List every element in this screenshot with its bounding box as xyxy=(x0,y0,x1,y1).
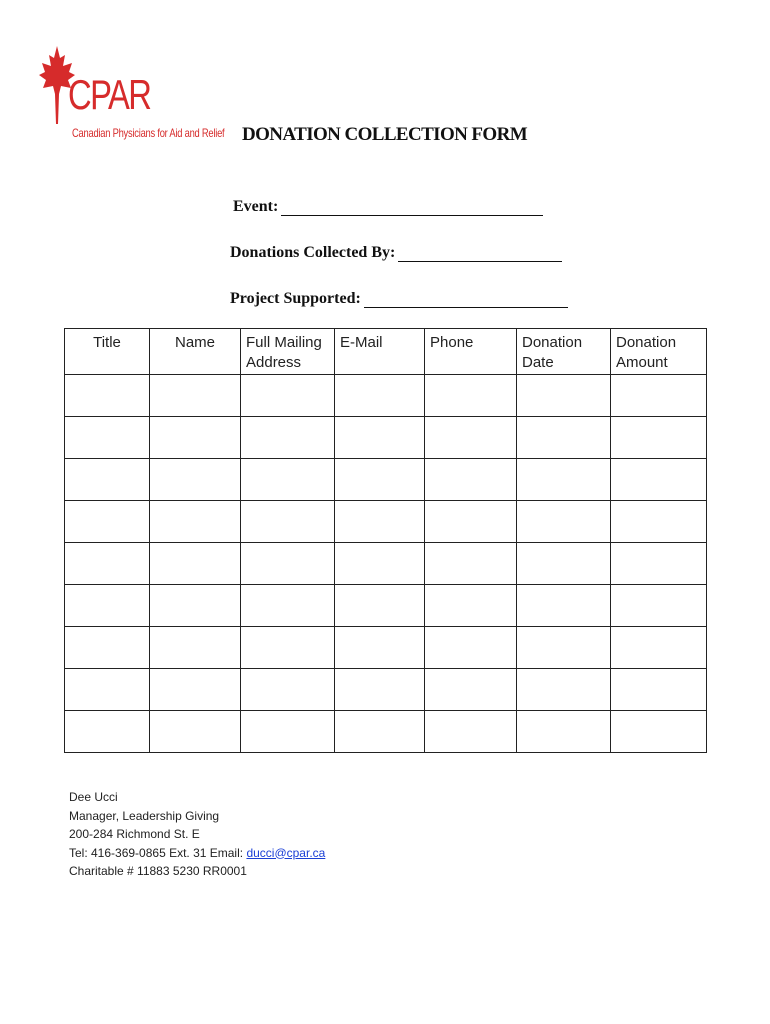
table-cell[interactable] xyxy=(150,459,241,501)
table-cell[interactable] xyxy=(425,669,517,711)
project-supported-label: Project Supported: xyxy=(230,290,361,307)
table-cell[interactable] xyxy=(425,543,517,585)
table-row xyxy=(65,417,707,459)
table-cell[interactable] xyxy=(150,711,241,753)
table-header-row xyxy=(65,329,707,375)
table-cell[interactable] xyxy=(611,627,707,669)
table-cell[interactable] xyxy=(65,417,150,459)
table-cell[interactable] xyxy=(611,375,707,417)
table-cell[interactable] xyxy=(335,375,425,417)
table-row xyxy=(65,459,707,501)
table-cell[interactable] xyxy=(241,417,335,459)
table-cell[interactable] xyxy=(335,627,425,669)
table-body xyxy=(65,375,707,753)
table-cell[interactable] xyxy=(425,711,517,753)
table-cell[interactable] xyxy=(517,417,611,459)
project-supported-field[interactable] xyxy=(230,290,568,308)
header-name: Name xyxy=(150,329,241,375)
table-cell[interactable] xyxy=(150,417,241,459)
table-cell[interactable] xyxy=(241,669,335,711)
table-cell[interactable] xyxy=(425,501,517,543)
table-cell[interactable] xyxy=(65,501,150,543)
contact-tel-line xyxy=(69,844,325,863)
table-cell[interactable] xyxy=(517,669,611,711)
table-cell[interactable] xyxy=(150,375,241,417)
table-row xyxy=(65,543,707,585)
contact-tel: Tel: 416-369-0865 Ext. 31 Email: xyxy=(69,845,247,860)
contact-info xyxy=(69,788,325,881)
table-cell[interactable] xyxy=(517,543,611,585)
contact-email-link[interactable]: ducci@cpar.ca xyxy=(246,845,326,860)
table-cell[interactable] xyxy=(425,375,517,417)
table-cell[interactable] xyxy=(517,501,611,543)
table-cell[interactable] xyxy=(335,585,425,627)
table-cell[interactable] xyxy=(241,711,335,753)
table-cell[interactable] xyxy=(517,711,611,753)
table-cell[interactable] xyxy=(150,501,241,543)
contact-charitable-number: Charitable # 11883 5230 RR0001 xyxy=(69,864,247,878)
table-cell[interactable] xyxy=(611,417,707,459)
collected-by-field[interactable] xyxy=(230,244,562,262)
table-cell[interactable] xyxy=(241,501,335,543)
logo-tagline: Canadian Physicians for Aid and Relief xyxy=(72,126,225,140)
header-email: E-Mail xyxy=(335,329,425,375)
header-phone: Phone xyxy=(425,329,517,375)
table-row xyxy=(65,669,707,711)
header-full-mailing-address: Full Mailing Address xyxy=(241,329,335,375)
table-cell[interactable] xyxy=(241,585,335,627)
project-supported-input-line[interactable] xyxy=(364,293,568,308)
table-cell[interactable] xyxy=(65,375,150,417)
contact-address: 200-284 Richmond St. E xyxy=(69,827,200,841)
table-cell[interactable] xyxy=(65,585,150,627)
table-cell[interactable] xyxy=(335,711,425,753)
form-title: DONATION COLLECTION FORM xyxy=(242,124,528,145)
contact-name: Dee Ucci xyxy=(69,790,118,804)
header-donation-date: Donation Date xyxy=(517,329,611,375)
table-cell[interactable] xyxy=(335,459,425,501)
table-row xyxy=(65,585,707,627)
table-cell[interactable] xyxy=(150,543,241,585)
event-label: Event: xyxy=(233,198,279,215)
table-cell[interactable] xyxy=(150,585,241,627)
contact-position: Manager, Leadership Giving xyxy=(69,808,220,823)
table-cell[interactable] xyxy=(611,585,707,627)
collected-by-label: Donations Collected By: xyxy=(230,244,396,261)
table-cell[interactable] xyxy=(425,459,517,501)
header-title: Title xyxy=(65,329,150,375)
event-field[interactable] xyxy=(233,198,543,216)
table-cell[interactable] xyxy=(425,627,517,669)
table-cell[interactable] xyxy=(65,543,150,585)
table-row xyxy=(65,627,707,669)
table-cell[interactable] xyxy=(65,627,150,669)
table-cell[interactable] xyxy=(150,627,241,669)
table-cell[interactable] xyxy=(611,669,707,711)
table-cell[interactable] xyxy=(611,711,707,753)
table-cell[interactable] xyxy=(65,669,150,711)
table-cell[interactable] xyxy=(517,459,611,501)
table-cell[interactable] xyxy=(517,627,611,669)
table-cell[interactable] xyxy=(611,543,707,585)
table-cell[interactable] xyxy=(241,627,335,669)
table-cell[interactable] xyxy=(335,501,425,543)
table-cell[interactable] xyxy=(241,459,335,501)
table-cell[interactable] xyxy=(241,375,335,417)
logo-brand-text: CPAR xyxy=(68,71,151,118)
table-row xyxy=(65,501,707,543)
table-cell[interactable] xyxy=(335,543,425,585)
table-cell[interactable] xyxy=(241,543,335,585)
table-cell[interactable] xyxy=(150,669,241,711)
table-row xyxy=(65,375,707,417)
event-input-line[interactable] xyxy=(281,201,543,216)
header-donation-amount: Donation Amount xyxy=(611,329,707,375)
cpar-logo xyxy=(38,44,225,148)
collected-by-input-line[interactable] xyxy=(398,247,562,262)
table-cell[interactable] xyxy=(335,669,425,711)
table-cell[interactable] xyxy=(517,375,611,417)
table-cell[interactable] xyxy=(65,711,150,753)
donation-table xyxy=(64,328,707,753)
table-cell[interactable] xyxy=(335,417,425,459)
table-cell[interactable] xyxy=(425,417,517,459)
table-cell[interactable] xyxy=(611,459,707,501)
table-cell[interactable] xyxy=(425,585,517,627)
table-row xyxy=(65,711,707,753)
table-cell[interactable] xyxy=(517,585,611,627)
table-cell[interactable] xyxy=(611,501,707,543)
table-cell[interactable] xyxy=(65,459,150,501)
